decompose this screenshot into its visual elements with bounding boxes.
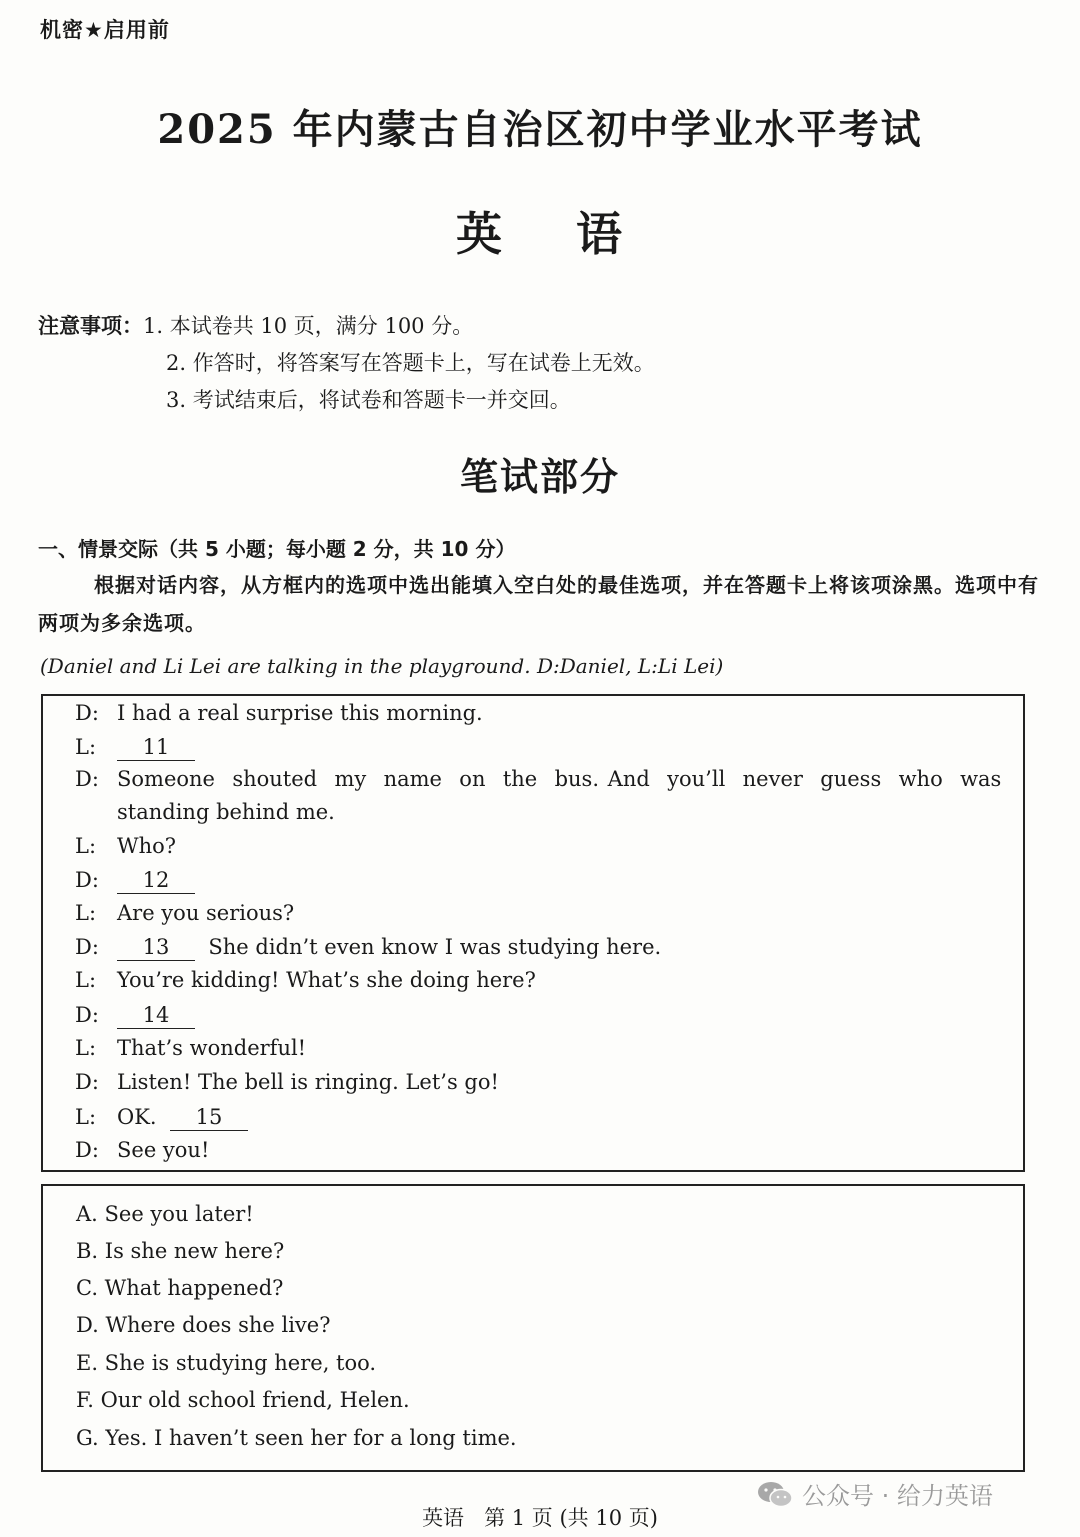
notes bbox=[38, 308, 655, 419]
subject-title: 英 语 bbox=[455, 207, 625, 261]
dialogue-line: D: Someone shouted my name on the bus. And you’ll never guess who was bbox=[75, 767, 1002, 791]
dialogue-line: L: OK. 15 bbox=[75, 1104, 248, 1131]
dialogue-box bbox=[41, 694, 1025, 1172]
dialogue-line: D: Listen! The bell is ringing. Let’s go! bbox=[75, 1070, 499, 1094]
note-item: 1. 本试卷共 10 页，满分 100 分。 bbox=[143, 314, 474, 338]
option-e: E. She is studying here, too. bbox=[76, 1351, 377, 1375]
instructions: 根据对话内容，从方框内的选项中选出能填入空白处的最佳选项，并在答题卡上将该项涂黑。选项中有两项为多余选项。 bbox=[38, 573, 1039, 635]
exam-title: 2025 年内蒙古自治区初中学业水平考试 bbox=[157, 106, 923, 153]
answer-blank: 13 bbox=[117, 934, 195, 961]
option-c: C. What happened? bbox=[76, 1276, 284, 1300]
dialogue-line: D: I had a real surprise this morning. bbox=[75, 701, 483, 725]
option-g: G. Yes. I haven’t seen her for a long time. bbox=[76, 1426, 517, 1450]
confidential-label: 机密★启用前 bbox=[40, 18, 170, 42]
option-d: D. Where does she live? bbox=[76, 1313, 331, 1337]
notes-label: 注意事项： bbox=[38, 314, 143, 338]
section-title: 笔试部分 bbox=[459, 455, 620, 499]
answer-blank: 14 bbox=[117, 1002, 195, 1029]
dialogue-line: L: Are you serious? bbox=[75, 901, 295, 925]
options-box bbox=[41, 1184, 1025, 1472]
scene-description: (Daniel and Li Lei are talking in the playground. D:Daniel, L:Li Lei) bbox=[40, 654, 724, 678]
dialogue-line: D: 14 bbox=[75, 1002, 195, 1029]
page-footer: 英语 第 1 页 (共 10 页) bbox=[422, 1506, 658, 1530]
dialogue-line: L: Who? bbox=[75, 834, 177, 858]
watermark-text: 公众号 · 给力英语 bbox=[802, 1482, 993, 1510]
dialogue-line: L: 11 bbox=[75, 734, 195, 761]
dialogue-line: L: You’re kidding! What’s she doing here? bbox=[75, 968, 536, 992]
answer-blank: 11 bbox=[117, 734, 195, 761]
dialogue-line: D: 13 She didn’t even know I was studying here. bbox=[75, 935, 662, 959]
dialogue-line: L: That’s wonderful! bbox=[75, 1036, 307, 1060]
option-b: B. Is she new here? bbox=[76, 1239, 285, 1263]
dialogue-line: standing behind me. bbox=[117, 800, 335, 824]
dialogue-line: D: See you! bbox=[75, 1138, 210, 1162]
answer-blank: 12 bbox=[117, 867, 195, 894]
note-item: 2. 作答时，将答案写在答题卡上，写在试卷上无效。 bbox=[166, 351, 655, 375]
option-a: A. See you later! bbox=[76, 1202, 254, 1226]
dialogue-line: D: 12 bbox=[75, 867, 195, 894]
note-item: 3. 考试结束后，将试卷和答题卡一并交回。 bbox=[166, 388, 571, 412]
answer-blank: 15 bbox=[170, 1104, 248, 1131]
part-heading: 一、情景交际（共 5 小题；每小题 2 分，共 10 分） bbox=[38, 537, 516, 561]
option-f: F. Our old school friend, Helen. bbox=[76, 1388, 410, 1412]
